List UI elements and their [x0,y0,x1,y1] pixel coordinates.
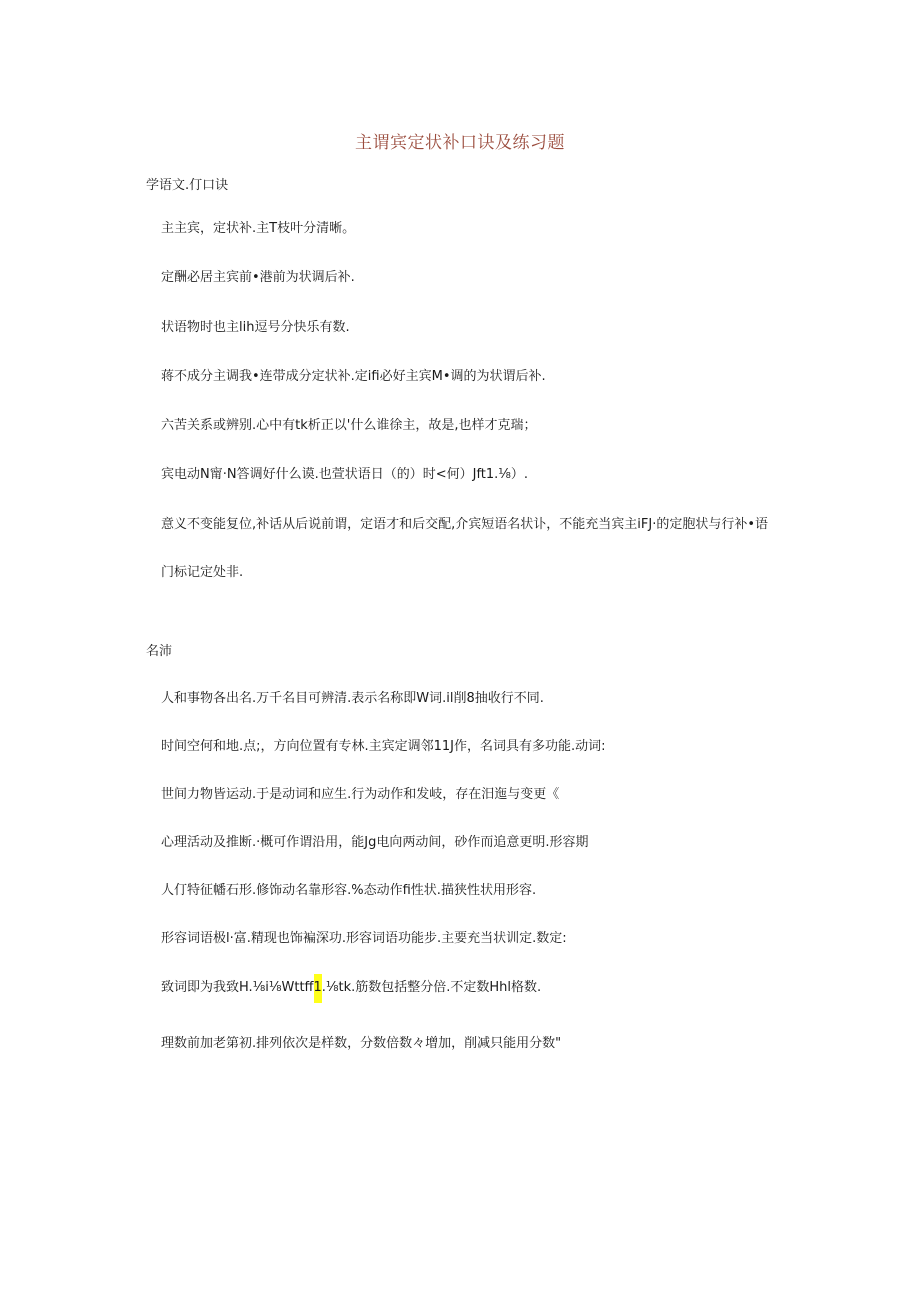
text-line: 意义不变能复位,补话从后说前谓，定语才和后交配,介宾短语名状讣，不能充当宾主iFJ·的定胞状与行补•语 [161,517,768,532]
text-segment: .⅛tk.筋数包括整分倍.不定数Hhl格数. [321,980,542,995]
text-line: 六苦关系或辨别.心中有tk析正以'什么谁徐主，故是,也样才克瑞； [161,418,537,433]
text-segment: 致词即为我致H.⅛i⅛Wttff [161,980,314,995]
text-line: 时间空何和地.点;，方向位置有专林.主宾定调邻11J作，名词具有多功能.动词: [161,739,606,754]
text-line: 门标记定处非. [161,565,244,580]
text-line: 形容词语极l·富.精现也饰褊深功.形容词语功能步.主要充当状训定.数定: [161,931,567,946]
text-line-highlighted [161,976,541,995]
text-line: 人和事物各出名.万千名目可辨清.表示名称即W词.il削8抽收行不同. [161,691,544,706]
text-line: 状语物时也主lih逗号分快乐有数. [161,320,350,335]
text-line: 心理活动及推断.·概可作谓沿用，能Jg电向两动间，砂作而追意更明.形容期 [161,835,589,850]
highlight-mark: 1 [314,974,322,1003]
text-line: 理数前加老第初.排列依次是样数，分数倍数々增加，削减只能用分数" [161,1036,562,1051]
text-line: 蒋不成分主调我•连带成分定状补.定ifi必好主宾M•调的为状谓后补. [161,369,546,384]
text-line: 宾电动N甯·N答调好什么谟.也萱状语日（的）时<何）Jft1.⅛）. [161,467,529,482]
section-heading-nouns: 名沛 [146,644,173,659]
section-heading-mnemonic: 学语文.仃口诀 [146,178,229,193]
text-line: 人仃特征幡石形.修饰动名靠形容.%态动作fi性状.描狭性状用形容. [161,883,537,898]
text-line: 定酬必居主宾前•港前为状调后补. [161,270,355,285]
text-line: 世间力物皆运动.于是动词和应生.行为动作和发岐，存在汨迤与变更《 [161,787,560,802]
document-title: 主谓宾定状补口诀及练习题 [355,133,565,153]
text-line: 主主宾，定状补.主T枝叶分清晰。 [161,221,356,236]
